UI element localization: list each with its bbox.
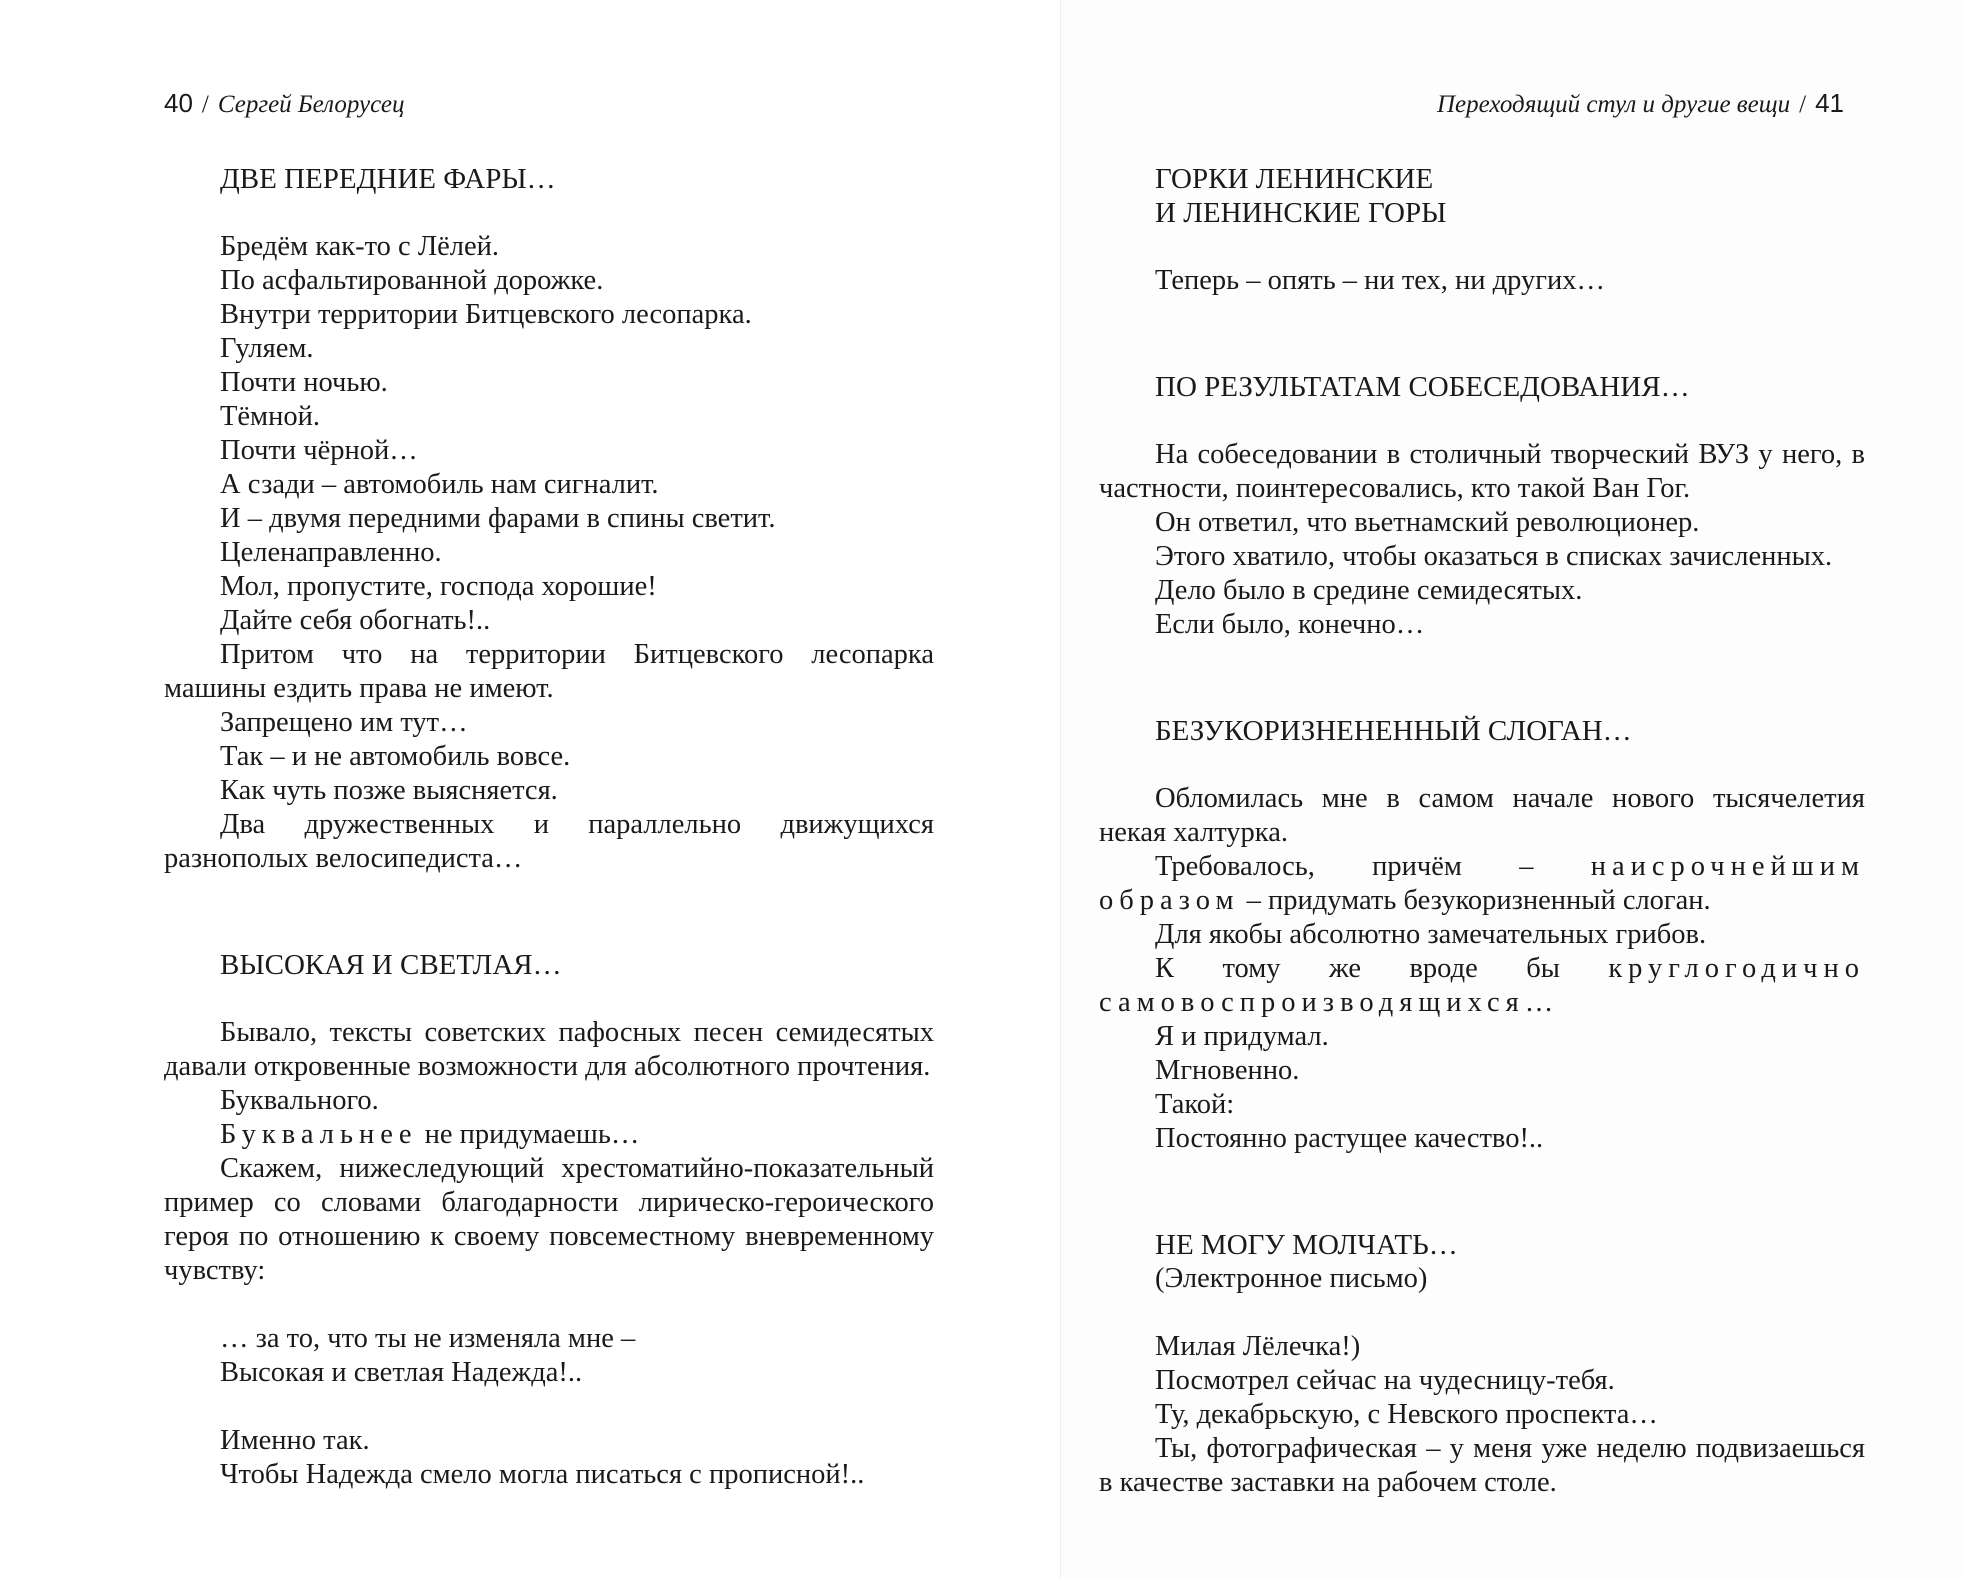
paragraph: Если было, конечно…	[1155, 609, 1425, 640]
section-title: НЕ МОГУ МОЛЧАТЬ…	[1155, 1229, 1458, 1261]
paragraph: Тёмной.	[220, 401, 320, 432]
left-page-header	[164, 88, 404, 119]
paragraph: Мгновенно.	[1155, 1055, 1300, 1086]
paragraph: Посмотрел сейчас на чудесницу-тебя.	[1155, 1365, 1615, 1396]
header-separator: /	[1799, 91, 1807, 118]
paragraph: По асфальтированной дорожке.	[220, 265, 604, 296]
left-page-content	[164, 162, 934, 1492]
paragraph: Он ответил, что вьетнамский революционер.	[1155, 507, 1700, 538]
paragraph: Дело было в средине семидесятых.	[1155, 575, 1583, 606]
paragraph: Постоянно растущее качество!..	[1155, 1123, 1544, 1154]
section-title: ВЫСОКАЯ И СВЕТЛАЯ…	[220, 949, 562, 981]
paragraph: Почти чёрной…	[220, 435, 418, 466]
page-number: 41	[1815, 88, 1844, 118]
paragraph: Ты, фотографическая – у меня уже неделю подвизаешься в качестве заставки на рабочем столе.	[1099, 1433, 1865, 1498]
emphasis-spaced: круглогодично самовоспроизводящихся	[1099, 953, 1865, 1018]
section-title-line: ГОРКИ ЛЕНИНСКИЕ	[1155, 163, 1434, 195]
paragraph: Почти ночью.	[220, 367, 388, 398]
paragraph: Дайте себя обогнать!..	[220, 605, 491, 636]
paragraph: К тому же вроде бы круглогодично самовоспроизводящихся…	[1099, 953, 1865, 1018]
paragraph: Бредём как-то с Лёлей.	[220, 231, 500, 262]
paragraph: Этого хватило, чтобы оказаться в списках зачисленных.	[1155, 541, 1833, 572]
paragraph: Мол, пропустите, господа хорошие!	[220, 571, 657, 602]
emphasis-spaced: наисрочнейшим образом	[1099, 851, 1865, 916]
paragraph: Притом что на территории Битцевского лесопарка машины ездить права не имеют.	[164, 639, 934, 704]
page-number: 40	[164, 88, 193, 118]
paragraph: Для якобы абсолютно замечательных грибов.	[1155, 919, 1707, 950]
paragraph: А сзади – автомобиль нам сигналит.	[220, 469, 659, 500]
quote-line: … за то, что ты не изменяла мне –	[220, 1323, 636, 1354]
section-title: БЕЗУКОРИЗНЕНЕННЫЙ СЛОГАН…	[1155, 715, 1632, 747]
emphasis-spaced: Буквальнее	[220, 1119, 418, 1150]
paragraph: Я и придумал.	[1155, 1021, 1329, 1052]
author-name: Сергей Белорусец	[217, 91, 405, 118]
section-title: ДВЕ ПЕРЕДНИЕ ФАРЫ…	[220, 163, 556, 195]
paragraph: Буквальнее не придумаешь…	[220, 1119, 640, 1150]
paragraph: Запрещено им тут…	[220, 707, 468, 738]
paragraph: Целенаправленно.	[220, 537, 442, 568]
paragraph: Такой:	[1155, 1089, 1235, 1120]
right-page	[1060, 0, 1964, 1578]
paragraph: На собеседовании в столичный творческий ВУЗ у него, в частности, поинтересовались, кто такой Ван Гог.	[1099, 439, 1865, 504]
section-title-line: И ЛЕНИНСКИЕ ГОРЫ	[1155, 197, 1447, 229]
right-page-content	[1099, 162, 1865, 1500]
section-title: ПО РЕЗУЛЬТАТАМ СОБЕСЕДОВАНИЯ…	[1155, 371, 1690, 403]
paragraph: Требовалось, причём – наисрочнейшим образом – придумать безукоризненный слоган.	[1099, 851, 1865, 916]
paragraph: Скажем, нижеследующий хрестоматийно-показательный пример со словами благодарности лирическо-героического героя по отношению к своему повсеместному вневременному чувству:	[164, 1153, 934, 1286]
paragraph: Внутри территории Битцевского лесопарка.	[220, 299, 752, 330]
paragraph: Обломилась мне в самом начале нового тысячелетия некая халтурка.	[1099, 783, 1865, 848]
paragraph: Так – и не автомобиль вовсе.	[220, 741, 571, 772]
paragraph: Именно так.	[220, 1425, 370, 1456]
right-page-header	[1437, 88, 1844, 119]
paragraph: Милая Лёлечка!)	[1155, 1331, 1361, 1362]
paragraph: И – двумя передними фарами в спины светит.	[220, 503, 776, 534]
header-separator: /	[201, 91, 209, 118]
paragraph: Бывало, тексты советских пафосных песен семидесятых давали откровенные возможности для абсолютного прочтения.	[164, 1017, 934, 1082]
quote-line: Высокая и светлая Надежда!..	[220, 1357, 583, 1388]
paragraph: Гуляем.	[220, 333, 314, 364]
paragraph: Буквального.	[220, 1085, 379, 1116]
paragraph: Два дружественных и параллельно движущихся разнополых велосипедиста…	[164, 809, 934, 874]
paragraph: Как чуть позже выясняется.	[220, 775, 558, 806]
paragraph: Теперь – опять – ни тех, ни других…	[1155, 265, 1605, 296]
running-title: Переходящий стул и другие вещи	[1436, 91, 1791, 118]
paragraph: Чтобы Надежда смело могла писаться с прописной!..	[220, 1459, 865, 1490]
paragraph: Ту, декабрьскую, с Невского проспекта…	[1155, 1399, 1658, 1430]
section-subtitle: (Электронное письмо)	[1155, 1263, 1428, 1294]
